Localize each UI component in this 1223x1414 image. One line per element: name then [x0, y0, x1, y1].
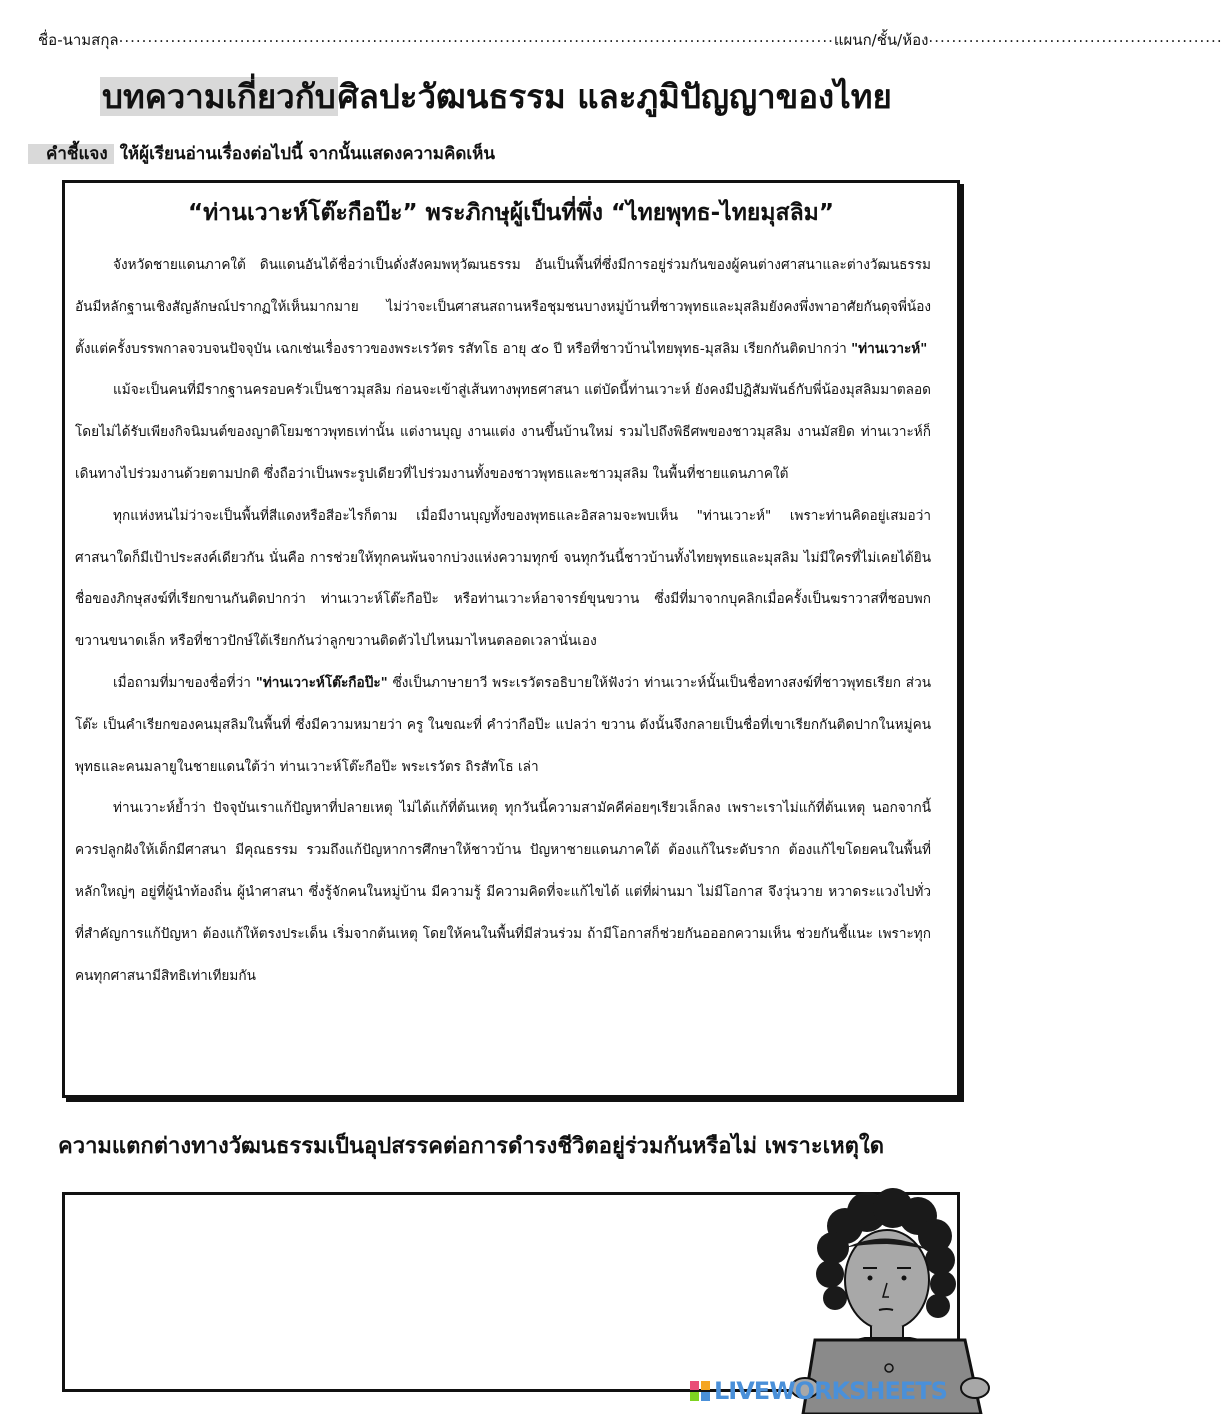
watermark-text: LIVEWORKSHEETS	[714, 1377, 947, 1405]
instruction-text: ให้ผู้เรียนอ่านเรื่องต่อไปนี้ จากนั้นแสดงความคิดเห็น	[113, 144, 495, 164]
class-blank[interactable]: ...................................................	[928, 28, 1223, 46]
nickname-bold: "ท่านเวาะห์"	[851, 340, 928, 357]
name-origin-bold: "ท่านเวาะห์โต๊ะกือป๊ะ"	[255, 674, 388, 691]
liveworksheets-logo-icon	[690, 1381, 710, 1401]
class-label: แผนก/ชั้น/ห้อง	[833, 31, 929, 49]
page-title	[100, 70, 940, 123]
instruction	[28, 140, 495, 167]
article-paragraph: จังหวัดชายแดนภาคใต้ ดินแดนอันได้ชื่อว่าเป็นดั่งสังคมพหุวัฒนธรรม อันเป็นพื้นที่ซึ่งมีการอยู่ร่วมกันของผู้คนต่างศาสนาและต่างวัฒนธรรม อันมีหลักฐานเชิงสัญลักษณ์ปรากฏให้เห็นมากมาย ไม่ว่าจะเป็นศาสนสถานหรือชุมชนบางหมู่บ้านที่ชาวพุทธและมุสลิมยังคงพึ่งพาอาศัยกันดุจพี่น้อง ตั้งแต่ครั้งบรรพกาลจวบจนปัจจุบัน เฉกเช่นเรื่องราวของพระเรวัตร รสัทโธ อายุ ๕๐ ปี หรือที่ชาวบ้านไทยพุทธ-มุสลิม เรียกกันติดปากว่า "ท่านเวาะห์"	[75, 257, 931, 357]
article-body	[75, 245, 931, 997]
title-highlight: บทความเกี่ยวกับ	[102, 77, 336, 116]
title-rest: ศิลปะวัฒนธรรม และภูมิปัญญาของไทย	[337, 77, 892, 116]
instruction-label: คำชี้แจง	[28, 144, 114, 164]
name-label: ชื่อ-นามสกุล	[38, 31, 119, 49]
article-box	[62, 180, 960, 1098]
name-blank[interactable]: ............................................................................................................................	[118, 28, 834, 46]
article-paragraph: ท่านเวาะห์ย้ำว่า ปัจจุบันเราแก้ปัญหาที่ปลายเหตุ ไม่ได้แก้ที่ต้นเหตุ ทุกวันนี้ความสามัคคีค่อยๆเรียวเล็กลง เพราะเราไม่แก้ที่ต้นเหตุ นอกจากนี้ควรปลูกฝังให้เด็กมีศาสนา มีคุณธรรม รวมถึงแก้ปัญหาการศึกษาให้ชาวบ้าน ปัญหาชายแดนภาคใต้ ต้องแก้ในระดับราก ต้องแก้ไขโดยคนในพื้นที่ หลักใหญ่ๆ อยู่ที่ผู้นำท้องถิ่น ผู้นำศาสนา ซึ่งรู้จักคนในหมู่บ้าน มีความรู้ มีความคิดที่จะแก้ไขได้ แต่ที่ผ่านมา ไม่มีโอกาส จึงวุ่นวาย หวาดระแวงไปทั่ว ที่สำคัญการแก้ปัญหา ต้องแก้ให้ตรงประเด็น เริ่มจากต้นเหตุ โดยให้คนในพื้นที่มีส่วนร่วม ถ้ามีโอกาสก็ช่วยกันอออกความเห็น ช่วยกันชี้แนะ เพราะทุกคนทุกศาสนามีสิทธิเท่าเทียมกัน	[75, 800, 931, 984]
liveworksheets-watermark	[690, 1376, 990, 1406]
article-title: “ท่านเวาะห์โต๊ะกือป๊ะ” พระภิกษุผู้เป็นที่พึ่ง “ไทยพุทธ-ไทยมุสลิม”	[188, 200, 834, 226]
article-paragraph: ทุกแห่งหนไม่ว่าจะเป็นพื้นที่สีแดงหรือสีอะไรก็ตาม เมื่อมีงานบุญทั้งของพุทธและอิสลามจะพบเห็น "ท่านเวาะห์" เพราะท่านคิดอยู่เสมอว่า ศาสนาใดก็มีเป้าประสงค์เดียวกัน นั่นคือ การช่วยให้ทุกคนพ้นจากบ่วงแห่งความทุกข์ จนทุกวันนี้ชาวบ้านทั้งไทยพุทธและมุสลิม ไม่มีใครที่ไม่เคยได้ยินชื่อของภิกษุสงฆ์ที่เรียกขานกันติดปากว่า ท่านเวาะห์โต๊ะกือป๊ะ หรือท่านเวาะห์อาจารย์ขุนขวาน ซึ่งมีที่มาจากบุคลิกเมื่อครั้งเป็นฆราวาสที่ชอบพกขวานขนาดเล็ก หรือที่ชาวปักษ์ใต้เรียกกันว่าลูกขวานติดตัวไปไหนมาไหนตลอดเวลานั่นเอง	[75, 507, 931, 650]
article-paragraph: แม้จะเป็นคนที่มีรากฐานครอบครัวเป็นชาวมุสลิม ก่อนจะเข้าสู่เส้นทางพุทธศาสนา แต่บัดนี้ท่านเวาะห์ ยังคงมีปฏิสัมพันธ์กับพี่น้องมุสลิมมาตลอด โดยไม่ได้รับเพียงกิจนิมนต์ของญาติโยมชาวพุทธเท่านั้น แต่งานบุญ งานแต่ง งานขึ้นบ้านใหม่ รวมไปถึงพิธีศพของชาวมุสลิม งานมัสยิด ท่านเวาะห์ก็เดินทางไปร่วมงานด้วยตามปกติ ซึ่งถือว่าเป็นพระรูปเดียวที่ไปร่วมงานทั้งของชาวพุทธและชาวมุสลิม ในพื้นที่ชายแดนภาคใต้	[75, 382, 931, 482]
student-info-line	[38, 28, 1223, 52]
question-text: ความแตกต่างทางวัฒนธรรมเป็นอุปสรรคต่อการดำรงชีวิตอยู่ร่วมกันหรือไม่ เพราะเหตุใด	[58, 1134, 884, 1159]
article-paragraph: เมื่อถามที่มาของชื่อที่ว่า "ท่านเวาะห์โต๊ะกือป๊ะ" ซึ่งเป็นภาษายาวี พระเรวัตรอธิบายให้ฟังว่า ท่านเวาะห์นั้นเป็นชื่อทางสงฆ์ที่ชาวพุทธเรียก ส่วนโต๊ะ เป็นคำเรียกของคนมุสลิมในพื้นที่ ซึ่งมีความหมายว่า ครู ในขณะที่ คำว่ากือป๊ะ แปลว่า ขวาน ดังนั้นจึงกลายเป็นชื่อที่เขาเรียกกันติดปากในหมู่คนพุทธและคนมลายูในชายแดนใต้ว่า ท่านเวาะห์โต๊ะกือป๊ะ พระเรวัตร ถิรสัทโธ เล่า	[75, 674, 932, 775]
